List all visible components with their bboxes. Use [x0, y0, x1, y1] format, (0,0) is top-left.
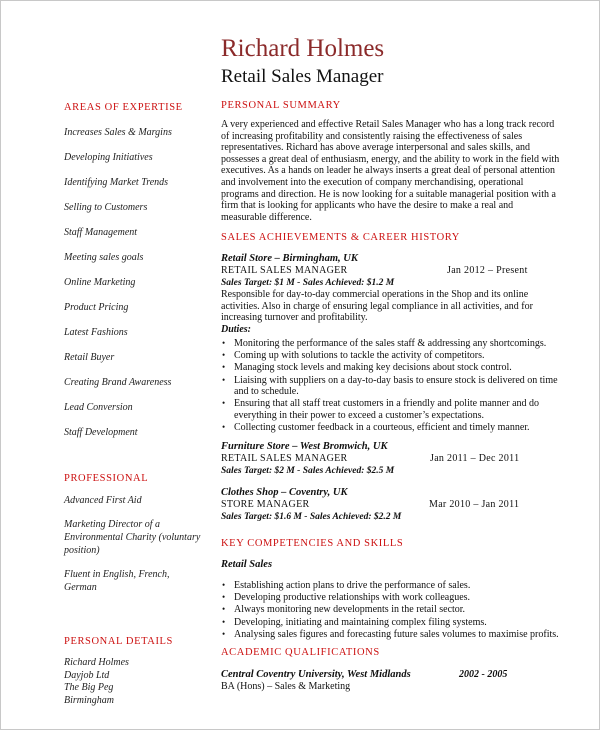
bullet-icon: • — [222, 604, 226, 615]
bullet-icon: • — [222, 374, 226, 385]
duties-label: Duties: — [221, 324, 251, 335]
job-employer: Furniture Store – West Bromwich, UK — [221, 441, 388, 452]
duty-item: • Liaising with suppliers on a day-to-day basis to ensure stock is delivered on time and to schedule. — [222, 374, 558, 398]
bullet-icon: • — [222, 592, 226, 603]
bullet-icon: • — [222, 350, 226, 361]
job-sales-target: Sales Target: $1.6 M - Sales Achieved: $2.2 M — [221, 512, 402, 522]
bullet-icon: • — [222, 338, 226, 348]
bullet-icon: • — [222, 580, 226, 590]
job-sales-target: Sales Target: $1 M - Sales Achieved: $1.2 M — [221, 278, 395, 288]
duty-item: • Coming up with solutions to tackle the activity of competitors. — [222, 350, 485, 362]
personal-detail-address: The Big Peg — [64, 682, 114, 693]
skill-item: • Always monitoring new developments in the retail sector. — [222, 604, 466, 616]
education-entry — [221, 669, 561, 693]
job-dates: Jan 2011 – Dec 2011 — [430, 453, 520, 464]
skills-list — [221, 580, 566, 641]
professional-heading: PROFESSIONAL — [64, 473, 149, 484]
expertise-item: Lead Conversion — [64, 402, 133, 413]
areas-of-expertise-heading: AREAS OF EXPERTISE — [64, 102, 183, 113]
personal-detail-company: Dayjob Ltd — [64, 669, 110, 681]
bullet-icon: • — [222, 398, 226, 409]
bullet-icon: • — [222, 422, 226, 433]
bullet-icon: • — [222, 628, 226, 639]
duty-item: • Managing stock levels and making key decisions about stock control. — [222, 362, 512, 374]
duty-item: • Monitoring the performance of the sales staff & addressing any shortcomings. — [222, 338, 547, 349]
personal-summary-heading: PERSONAL SUMMARY — [221, 100, 341, 111]
expertise-item: Creating Brand Awareness — [64, 377, 172, 388]
education-degree: BA (Hons) – Sales & Marketing — [221, 681, 351, 692]
expertise-item: Product Pricing — [64, 302, 129, 313]
expertise-item: Staff Development — [64, 427, 138, 438]
candidate-name: Richard Holmes — [221, 35, 385, 62]
expertise-item: Latest Fashions — [64, 327, 128, 338]
job-position: STORE MANAGER — [221, 499, 310, 510]
professional-item: Advanced First Aid — [64, 495, 142, 506]
expertise-item: Selling to Customers — [64, 202, 148, 213]
duties-list — [221, 338, 566, 434]
job-entry — [221, 253, 581, 324]
job-employer: Retail Store – Birmingham, UK — [221, 253, 358, 264]
job-entry — [221, 487, 581, 523]
job-position: RETAIL SALES MANAGER — [221, 265, 348, 276]
skill-item: • Developing, initiating and maintaining complex filing systems. — [222, 616, 487, 628]
key-competencies-heading: KEY COMPETENCIES AND SKILLS — [221, 538, 404, 549]
job-entry — [221, 441, 581, 477]
job-dates: Jan 2012 – Present — [447, 265, 528, 276]
personal-detail-name: Richard Holmes — [64, 657, 129, 668]
personal-summary-text: A very experienced and effective Retail Sales Manager who has a long track record of increasing profitability and consistently raising the effectiveness of sales representatives. Richard has above average interpersonal and sales skills, and possesses a great deal of enthusiasm, energy, and the ability to work in the field with executives. As a hands on leader he always inserts a great deal of personal attention and involvement into the execution of company merchandising, operational programs and direction. He is now looking for a suitable managerial position with a firm that is looking for applicants who have the desire to make a real and measurable difference. — [221, 119, 560, 223]
skills-subheading: Retail Sales — [221, 559, 273, 570]
bullet-icon: • — [222, 616, 226, 627]
job-dates: Mar 2010 – Jan 2011 — [429, 499, 520, 510]
expertise-item: Staff Management — [64, 227, 138, 238]
expertise-item: Meeting sales goals — [64, 252, 144, 263]
expertise-item: Online Marketing — [64, 277, 136, 288]
expertise-item: Developing Initiatives — [64, 152, 153, 163]
expertise-item: Increases Sales & Margins — [64, 127, 172, 138]
personal-details-heading: PERSONAL DETAILS — [64, 636, 173, 647]
personal-details — [64, 657, 129, 707]
skill-item: • Establishing action plans to drive the performance of sales. — [222, 580, 471, 591]
bullet-icon: • — [222, 362, 226, 373]
job-employer: Clothes Shop – Coventry, UK — [221, 487, 348, 498]
education-institution: Central Coventry University, West Midlands — [221, 669, 411, 680]
professional-item: Fluent in English, French, German — [64, 569, 170, 593]
job-position: RETAIL SALES MANAGER — [221, 453, 348, 464]
expertise-item: Retail Buyer — [64, 352, 115, 363]
education-years: 2002 - 2005 — [459, 669, 508, 680]
job-sales-target: Sales Target: $2 M - Sales Achieved: $2.5 M — [221, 466, 395, 476]
skill-item: • Analysing sales figures and forecasting future sales volumes to maximise profits. — [222, 628, 559, 640]
skill-item: • Developing productive relationships with work colleagues. — [222, 592, 471, 604]
career-history-heading: SALES ACHIEVEMENTS & CAREER HISTORY — [221, 232, 460, 243]
professional-item: Marketing Director of a Environmental Charity (voluntary position) — [64, 519, 201, 556]
personal-detail-city: Birmingham — [64, 694, 114, 706]
duty-item: • Ensuring that all staff treat customers in a friendly and polite manner and do everything in their power to exceed a customer’s expectations. — [222, 398, 540, 421]
job-description: Responsible for day-to-day commercial operations in the Shop and its online activities. Also in charge of ensuring legal compliance in all activities, and for increasing turnover and profitability. — [221, 289, 533, 324]
duty-item: • Collecting customer feedback in a courteous, efficient and timely manner. — [222, 422, 530, 434]
candidate-title: Retail Sales Manager — [221, 66, 384, 87]
academic-qualifications-heading: ACADEMIC QUALIFICATIONS — [221, 647, 380, 658]
expertise-item: Identifying Market Trends — [64, 177, 169, 188]
